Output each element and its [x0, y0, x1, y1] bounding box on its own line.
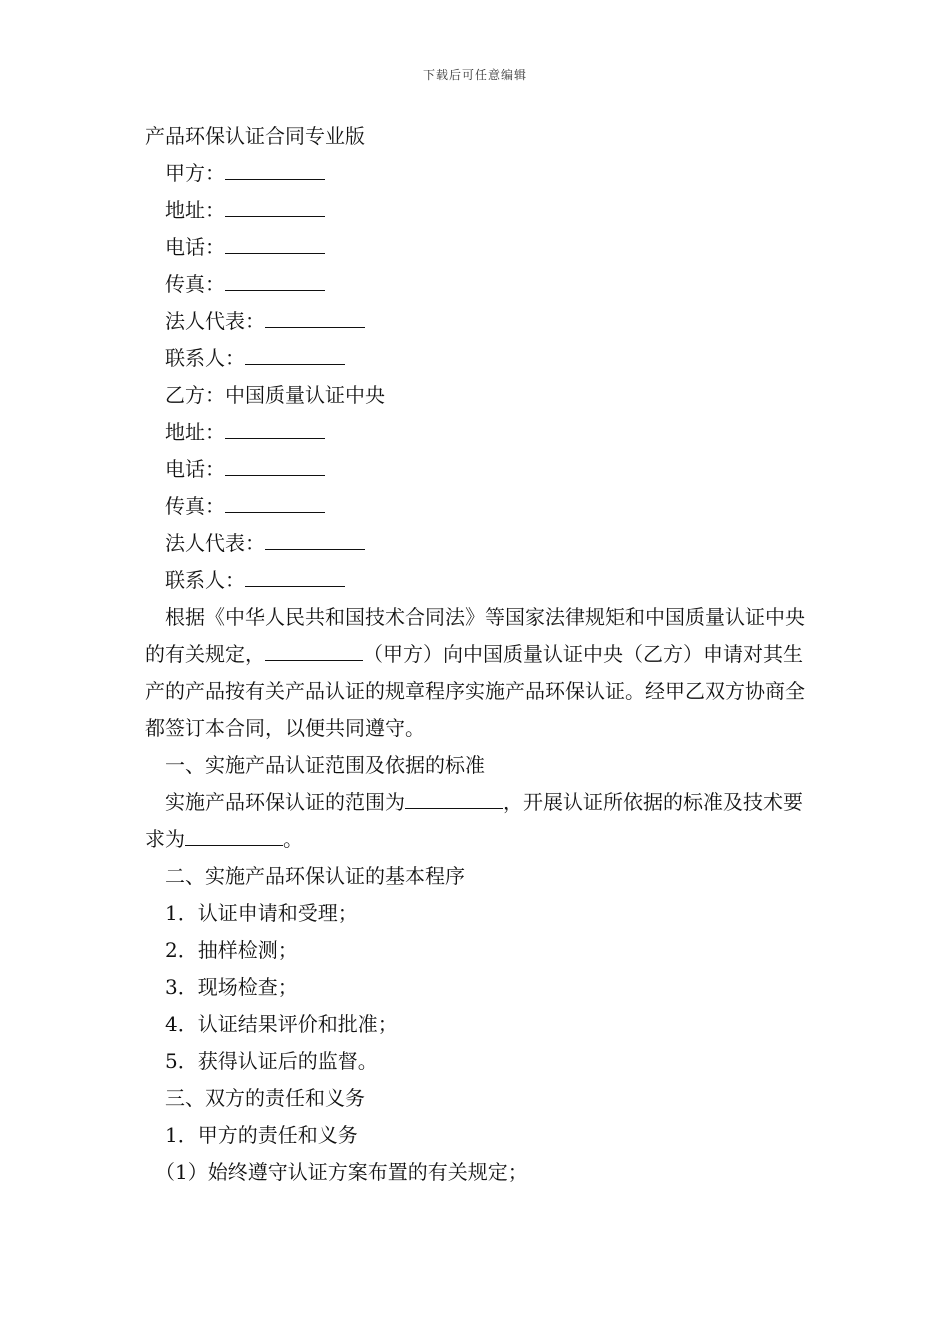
contract-document: [145, 118, 810, 1191]
section-1-text-b: ，开展认证所依据的标准及技术要求为: [145, 790, 803, 851]
intro-text-2: （甲方）向中国质量认证中央（乙方）申请对其生产的产品按有关产品认证的规章程序实施产品环保认证。经甲乙双方协商全都签订本合同，以便共同遵守。: [145, 642, 805, 740]
section-3-clause: （1）始终遵守认证方案布置的有关规定；: [155, 1160, 528, 1184]
party-b-fax-line: [145, 488, 810, 525]
section-1-paragraph: [145, 784, 810, 858]
party-a-fax-line: [145, 266, 810, 303]
section-1-text-a: 实施产品环保认证的范围为: [165, 790, 405, 814]
party-b-legal-rep-line: [145, 525, 810, 562]
field-label: 电话：: [165, 235, 225, 259]
document-title: 产品环保认证合同专业版: [145, 124, 365, 148]
party-a-contact-blank[interactable]: [245, 342, 345, 365]
list-item: 4．认证结果评价和批准；: [165, 1012, 398, 1036]
section-3-heading: 三、双方的责任和义务: [165, 1086, 365, 1110]
party-b-legal-rep-blank[interactable]: [265, 527, 365, 550]
party-b-contact-line: [145, 562, 810, 599]
field-label: 电话：: [165, 457, 225, 481]
party-b-phone-line: [145, 451, 810, 488]
field-label: 联系人：: [165, 346, 245, 370]
field-label: 法人代表：: [165, 309, 265, 333]
field-label: 联系人：: [165, 568, 245, 592]
party-a-address-line: [145, 192, 810, 229]
intro-paragraph: [145, 599, 810, 747]
technical-requirements-blank[interactable]: [185, 823, 283, 846]
list-item: 3．现场检查；: [165, 975, 298, 999]
party-a-legal-rep-line: [145, 303, 810, 340]
party-a-legal-rep-blank[interactable]: [265, 305, 365, 328]
party-b-address-blank[interactable]: [225, 416, 325, 439]
party-b-contact-blank[interactable]: [245, 564, 345, 587]
party-a-phone-line: [145, 229, 810, 266]
party-b-phone-blank[interactable]: [225, 453, 325, 476]
party-a-name-blank[interactable]: [225, 157, 325, 180]
party-a-address-blank[interactable]: [225, 194, 325, 217]
party-a-phone-blank[interactable]: [225, 231, 325, 254]
field-label: 法人代表：: [165, 531, 265, 555]
intro-text-1: 根据《中华人民共和国技术合同法》等国家法律规矩和中国质量认证中央的有关规定，: [145, 605, 805, 666]
party-a-contact-line: [145, 340, 810, 377]
certification-scope-blank[interactable]: [405, 786, 503, 809]
party-a-fax-blank[interactable]: [225, 268, 325, 291]
party-b-heading: 乙方：中国质量认证中央: [165, 383, 385, 407]
section-1-text-c: 。: [283, 827, 303, 851]
list-item: 1．认证申请和受理；: [165, 901, 358, 925]
page-header: 下载后可任意编辑: [422, 68, 527, 82]
party-a-heading-line: [145, 155, 810, 192]
field-label: 传真：: [165, 494, 225, 518]
applicant-name-blank[interactable]: [265, 638, 363, 661]
field-label: 地址：: [165, 198, 225, 222]
party-a-heading: 甲方：: [165, 161, 225, 185]
field-label: 传真：: [165, 272, 225, 296]
party-b-address-line: [145, 414, 810, 451]
section-3-subheading: 1．甲方的责任和义务: [165, 1123, 358, 1147]
list-item: 5．获得认证后的监督。: [165, 1049, 378, 1073]
field-label: 地址：: [165, 420, 225, 444]
party-b-fax-blank[interactable]: [225, 490, 325, 513]
list-item: 2．抽样检测；: [165, 938, 298, 962]
section-2-heading: 二、实施产品环保认证的基本程序: [165, 864, 465, 888]
section-1-heading: 一、实施产品认证范围及依据的标准: [165, 753, 485, 777]
